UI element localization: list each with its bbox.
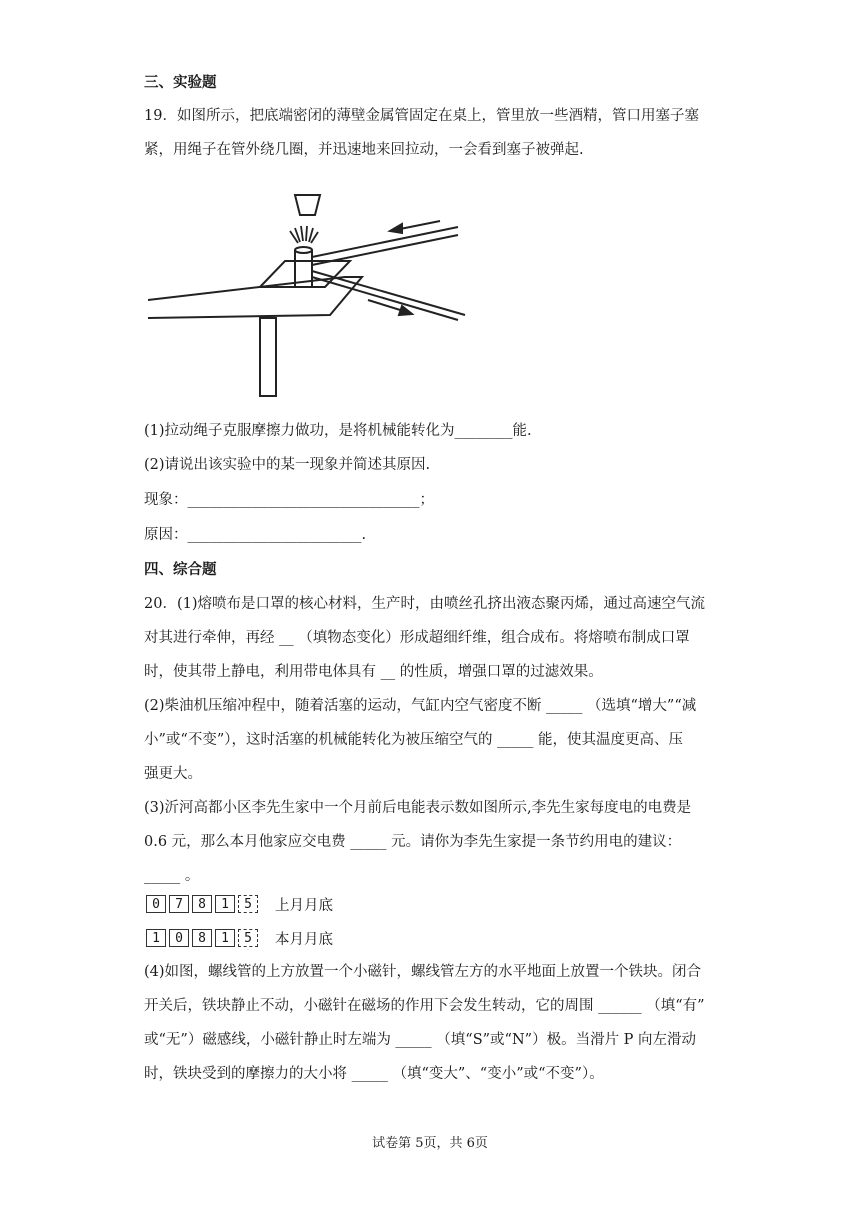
q19-stem-line2: 紧，用绳子在管外绕几圈，并迅速地来回拉动，一会看到塞子被弹起. (144, 142, 584, 158)
section-heading-experiment: 三、实验题 (144, 74, 217, 91)
q20-line4: (2)柴油机压缩冲程中，随着活塞的运动，气缸内空气密度不断 _____ （选填“增大”“减 (144, 698, 697, 714)
q20-line11: 开关后，铁块静止不动，小磁针在磁场的作用下会发生转动，它的周围 ______ （填“有” (144, 998, 705, 1014)
q19-part2: (2)请说出该实验中的某一现象并简述其原因. (144, 457, 431, 473)
meter-digit: 1 (146, 929, 166, 947)
meter-digit: 7 (169, 895, 189, 913)
friction-experiment-figure (140, 185, 470, 405)
q20-line10: (4)如图，螺线管的上方放置一个小磁针，螺线管左方的水平地面上放置一个铁块。闭合 (144, 964, 702, 980)
q20-line7: (3)沂河高都小区李先生家中一个月前后电能表示数如图所示,李先生家每度电的电费是 (144, 800, 692, 816)
section-heading-comprehensive: 四、综合题 (144, 561, 217, 578)
meter-digit: 0 (146, 895, 166, 913)
table-leg (260, 318, 276, 396)
meter-digit: 1 (215, 929, 235, 947)
q19-part1: (1)拉动绳子克服摩擦力做功，是将机械能转化为________能. (144, 423, 532, 439)
q19-stem-line1: 19．如图所示，把底端密闭的薄壁金属管固定在桌上，管里放一些酒精，管口用塞子塞 (144, 108, 699, 124)
q20-line12: 或“无”）磁感线，小磁针静止时左端为 _____ （填“S”或“N”）极。当滑片 P 向左滑动 (144, 1032, 697, 1048)
q20-line6: 强更大。 (144, 766, 202, 782)
meter-digit: 8 (192, 929, 212, 947)
rope-upper (312, 227, 458, 257)
spray-lines (290, 226, 318, 243)
meter-label: 上月月底 (275, 897, 333, 914)
q19-phenomenon: 现象：________________________________； (144, 492, 434, 508)
q20-line1: 20．(1)熔喷布是口罩的核心材料，生产时，由喷丝孔挤出液态聚丙烯，通过高速空气流 (144, 596, 705, 612)
meter-digit: 1 (215, 895, 235, 913)
q20-line9: _____ 。 (144, 868, 200, 884)
meter-digit: 0 (169, 929, 189, 947)
q20-line13: 时，铁块受到的摩擦力的大小将 _____ （填“变大”、“变小”或“不变”）。 (144, 1066, 604, 1082)
q20-line8: 0.6 元，那么本月他家应交电费 _____ 元。请你为李先生家提一条节约用电的建议： (144, 834, 682, 850)
meter-label: 本月月底 (275, 931, 333, 948)
meter-last-month (146, 894, 333, 914)
base-plate (260, 261, 350, 287)
page-footer: 试卷第 5页，共 6页 (372, 1136, 488, 1151)
q20-line3: 时，使其带上静电，利用带电体具有 __ 的性质，增强口罩的过滤效果。 (144, 664, 603, 680)
q20-line5: 小”或“不变”），这时活塞的机械能转化为被压缩空气的 _____ 能，使其温度更高、压 (144, 732, 683, 748)
q20-line2: 对其进行牵伸，再经 __ （填物态变化）形成超细纤维，组合成布。将熔喷布制成口罩 (144, 630, 690, 646)
meter-decimal-digit: 5 (238, 895, 258, 913)
meter-decimal-digit: 5 (238, 929, 258, 947)
q19-reason: 原因：________________________. (144, 527, 367, 543)
metal-tube-top (295, 247, 312, 253)
stopper (295, 195, 320, 215)
meter-digit: 8 (192, 895, 212, 913)
meter-this-month (146, 928, 333, 948)
